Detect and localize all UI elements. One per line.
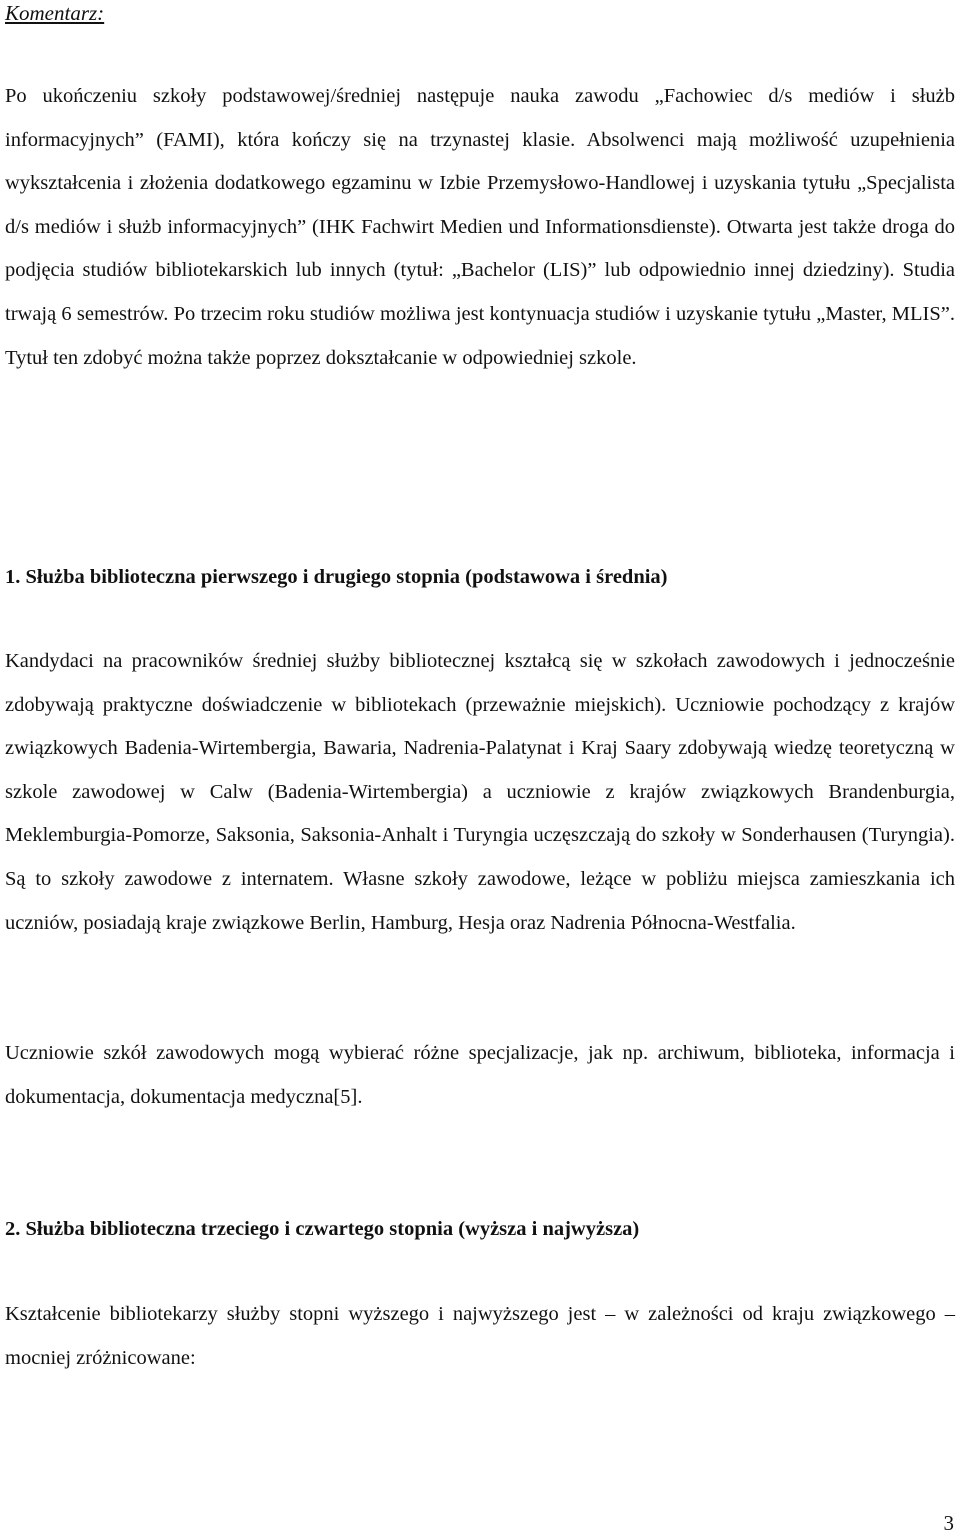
section-1-heading: 1. Służba biblioteczna pierwszego i drugiego stopnia (podstawowa i średnia) (5, 566, 668, 588)
section-2-paragraph-1: Kształcenie bibliotekarzy służby stopni wyższego i najwyższego jest – w zależności od kraju związkowego – mocniej zróżnicowane: (5, 1303, 955, 1369)
page-number: 3 (943, 1511, 954, 1535)
comment-paragraph: Po ukończeniu szkoły podstawowej/średniej następuje nauka zawodu „Fachowiec d/s mediów i służb informacyjnych” (FAMI), która kończy się na trzynastej klasie. Absolwenci mają możliwość uzupełnienia wykształcenia i złożenia dodatkowego egzaminu w Izbie Przemysłowo-Handlowej i uzyskania tytułu „Specjalista d/s mediów i służb informacyjnych” (IHK Fachwirt Medien und Informationsdienste). Otwarta jest także droga do podjęcia studiów bibliotekarskich lub innych (tytuł: „Bachelor (LIS)” lub odpowiednio innej dziedziny). Studia trwają 6 semestrów. Po trzecim roku studiów możliwa jest kontynuacja studiów i uzyskanie tytułu „Master, MLIS”. Tytuł ten zdobyć można także poprzez dokształcanie w odpowiedniej szkole. (5, 85, 955, 369)
section-1-paragraph-2: Uczniowie szkół zawodowych mogą wybierać różne specjalizacje, jak np. archiwum, biblioteka, informacja i dokumentacja, dokumentacja medyczna[5]. (5, 1042, 955, 1108)
section-1-paragraph-1: Kandydaci na pracowników średniej służby bibliotecznej kształcą się w szkołach zawodowych i jednocześnie zdobywają praktyczne doświadczenie w bibliotekach (przeważnie miejskich). Uczniowie pochodzący z krajów związkowych Badenia-Wirtembergia, Bawaria, Nadrenia-Palatynat i Kraj Saary zdobywają wiedzę teoretyczną w szkole zawodowej w Calw (Badenia-Wirtembergia) a uczniowie z krajów związkowych Brandenburgia, Meklemburgia-Pomorze, Saksonia, Saksonia-Anhalt i Turyngia uczęszczają do szkoły w Sonderhausen (Turyngia). Są to szkoły zawodowe z internatem. Własne szkoły zawodowe, leżące w pobliżu miejsca zamieszkania ich uczniów, posiadają kraje związkowe Berlin, Hamburg, Hesja oraz Nadrenia Północna-Westfalia. (5, 650, 955, 934)
comment-label: Komentarz: (5, 1, 105, 25)
section-2-heading: 2. Służba biblioteczna trzeciego i czwartego stopnia (wyższa i najwyższa) (5, 1218, 640, 1240)
